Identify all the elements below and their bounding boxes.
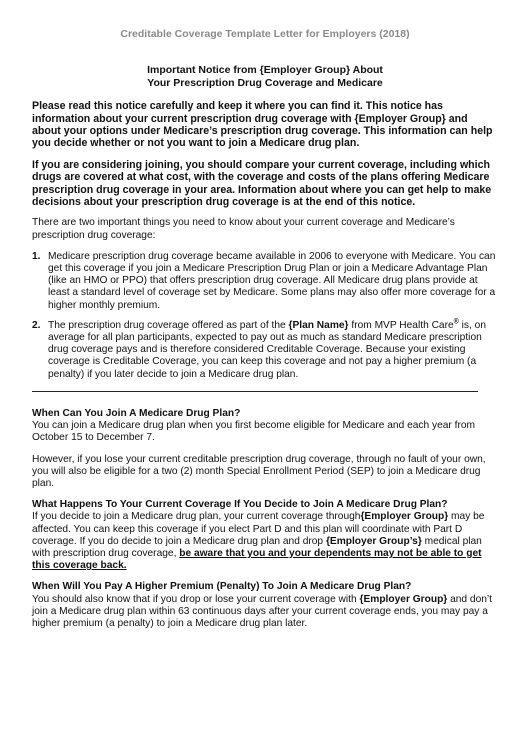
section-text-sep: However, if you lose your current creditable prescription drug coverage, through no fault of your own, you will also be eligible for a two (2) month Special Enrollment Period (SEP) to join a Medicare drug plan. [32, 453, 486, 489]
list-number: 1. [32, 250, 41, 262]
notice-title-line2: Your Prescription Drug Coverage and Medicare [147, 77, 383, 90]
notice-title-line1: Important Notice from {Employer Group} About [147, 64, 383, 77]
intro-paragraph-2: If you are considering joining, you should compare your current coverage, including which drugs are covered at what cost, with the coverage and costs of the plans offering Medicare prescription drug coverage in your area. Information about where you can get help to make decisions about your prescription drug coverage is at the end of this notice. [32, 158, 492, 209]
list-item [32, 320, 498, 381]
list-item-text-mid: from MVP Health Care [348, 319, 454, 331]
intro-paragraph-3: There are two important things you need to know about your current coverage and Medicare’s prescription drug coverage: [32, 217, 455, 241]
employer-group: {Employer Group} [360, 511, 449, 523]
text-run: You should also know that if you drop or lose your current coverage with [32, 593, 360, 605]
section-heading: When Will You Pay A Higher Premium (Penalty) To Join A Medicare Drug Plan? [32, 581, 412, 593]
text-run: and don’t join a Medicare drug plan within 63 continuous days after your current coverage ends, you may pay a higher premium (a penalty) to join a Medicare drug plan later. [32, 593, 493, 629]
employer-group-possessive: {Employer Group’s} [325, 535, 422, 547]
intro-paragraph-1: Please read this notice carefully and keep it where you can find it. This notice has information about your current prescription drug coverage with {Employer Group} and about your options under Medicare’s prescription drug coverage. This information can help you decide whether or not you want to join a Medicare drug plan. [32, 100, 493, 150]
section-when-join [32, 408, 498, 445]
section-text: You can join a Medicare drug plan when you first become eligible for Medicare and each year from October 15 to December 7. [32, 420, 476, 444]
list-item-text-pre: The prescription drug coverage offered as part of the [48, 319, 289, 331]
section-text [32, 511, 498, 572]
section-text [32, 594, 498, 631]
section-heading: What Happens To Your Current Coverage If You Decide to Join A Medicare Drug Plan? [32, 499, 448, 511]
section-heading: When Can You Join A Medicare Drug Plan? [32, 407, 241, 419]
section-what-happens [32, 499, 498, 572]
text-run: If you decide to join a Medicare drug plan, your current coverage through [32, 511, 361, 523]
document-header: Creditable Coverage Template Letter for Employers (2018) [120, 28, 410, 40]
text-run: medical plan with prescription drug coverage, [32, 535, 482, 559]
points-list [32, 251, 498, 381]
notice-title [32, 64, 498, 90]
registered-mark: ® [453, 318, 459, 326]
plan-name: {Plan Name} [288, 319, 349, 331]
employer-group: {Employer Group} [359, 593, 448, 605]
list-number: 2. [32, 319, 41, 331]
section-penalty [32, 581, 498, 630]
list-item-text: Medicare prescription drug coverage became available in 2006 to everyone with Medicare. You can get this coverage if you join a Medicare Prescription Drug Plan or join a Medicare Advantage Plan (like an HMO or PPO) that offers prescription drug coverage. All Medicare drug plans provide at least a standard level of coverage set by Medicare. Some plans may also offer more coverage for a higher monthly premium. [48, 250, 496, 311]
text-run: may be affected. You can keep this coverage if you elect Part D and this plan will coordinate with Part D coverage. If you do decide to join a Medicare drug plan and drop [32, 511, 485, 547]
warning-text: be aware that you and your dependents may not be able to get this coverage back. [32, 547, 482, 572]
list-item-text-post: is, on average for all plan participants, expected to pay out as much as standard Medicare prescription drug coverage pays and is therefore considered Creditable Coverage. Because your existing coverage is Creditable Coverage, you can keep this coverage and not pay a higher premium (a penalty) if you later decide to join a Medicare drug plan. [48, 319, 487, 380]
list-item [32, 251, 498, 312]
divider [32, 391, 478, 392]
